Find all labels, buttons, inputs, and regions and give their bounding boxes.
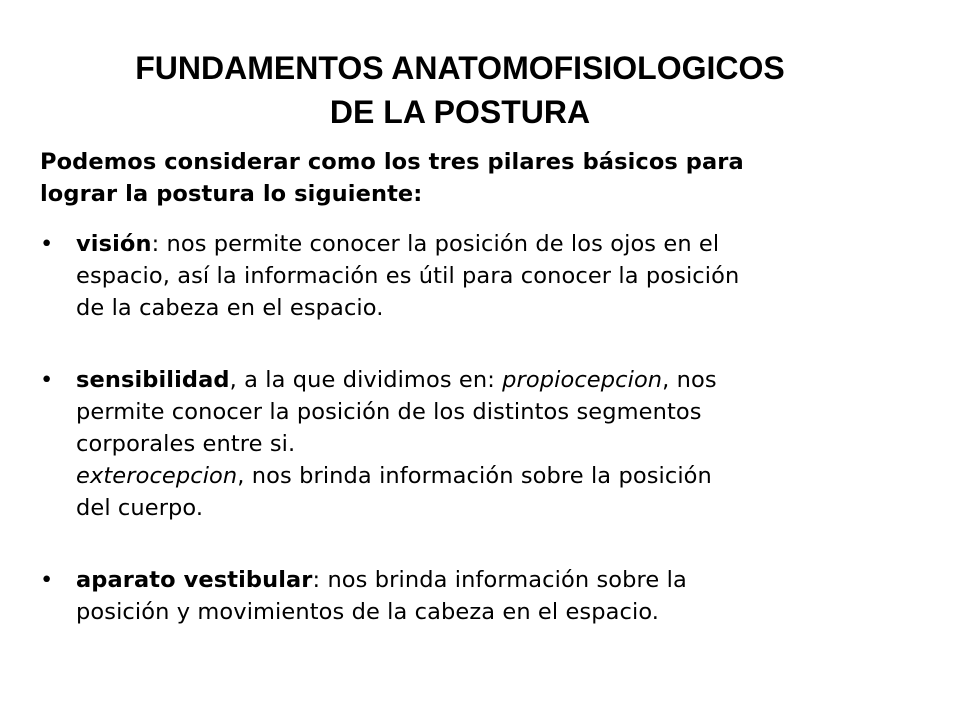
- bullet-vestibular-line-2: posición y movimientos de la cabeza en el espacio.: [76, 599, 660, 625]
- bullet-sensibilidad: [40, 364, 920, 524]
- title-line-2: DE LA POSTURA: [329, 94, 591, 130]
- bullet-dot-icon: •: [40, 567, 54, 593]
- intro-paragraph: [40, 146, 920, 210]
- slide-body: [40, 146, 920, 628]
- bullet-aparato-vestibular: [40, 564, 920, 628]
- bullet-sensibilidad-line-3: corporales entre si.: [76, 431, 296, 457]
- term-sensibilidad: sensibilidad: [76, 367, 230, 393]
- bullet-vision: [40, 228, 920, 324]
- slide-title: [0, 46, 920, 134]
- title-line-1: FUNDAMENTOS ANATOMOFISIOLOGICOS: [135, 50, 785, 86]
- bullet-dot-icon: •: [40, 231, 54, 257]
- bullet-sensibilidad-line-2: permite conocer la posición de los distintos segmentos: [76, 399, 702, 425]
- intro-line-1: Podemos considerar como los tres pilares básicos para: [40, 149, 744, 175]
- bullet-vision-line-1: visión: nos permite conocer la posición de los ojos en el: [76, 231, 720, 257]
- bullet-vision-line-2: espacio, así la información es útil para conocer la posición: [76, 263, 740, 289]
- bullet-sensibilidad-line-5: del cuerpo.: [76, 495, 204, 521]
- intro-line-2: lograr la postura lo siguiente:: [40, 181, 423, 207]
- term-aparato-vestibular: aparato vestibular: [76, 567, 313, 593]
- bullet-vestibular-line-1: aparato vestibular: nos brinda información sobre la: [76, 567, 687, 593]
- term-exterocepcion: exterocepcion: [76, 463, 238, 489]
- bullet-vision-line-3: de la cabeza en el espacio.: [76, 295, 384, 321]
- term-vision: visión: [76, 231, 152, 257]
- bullet-dot-icon: •: [40, 367, 54, 393]
- term-propiocepcion: propiocepcion: [502, 367, 663, 393]
- bullet-sensibilidad-line-1: sensibilidad, a la que dividimos en: propiocepcion, nos: [76, 367, 717, 393]
- bullet-sensibilidad-line-4: exterocepcion, nos brinda información sobre la posición: [76, 463, 712, 489]
